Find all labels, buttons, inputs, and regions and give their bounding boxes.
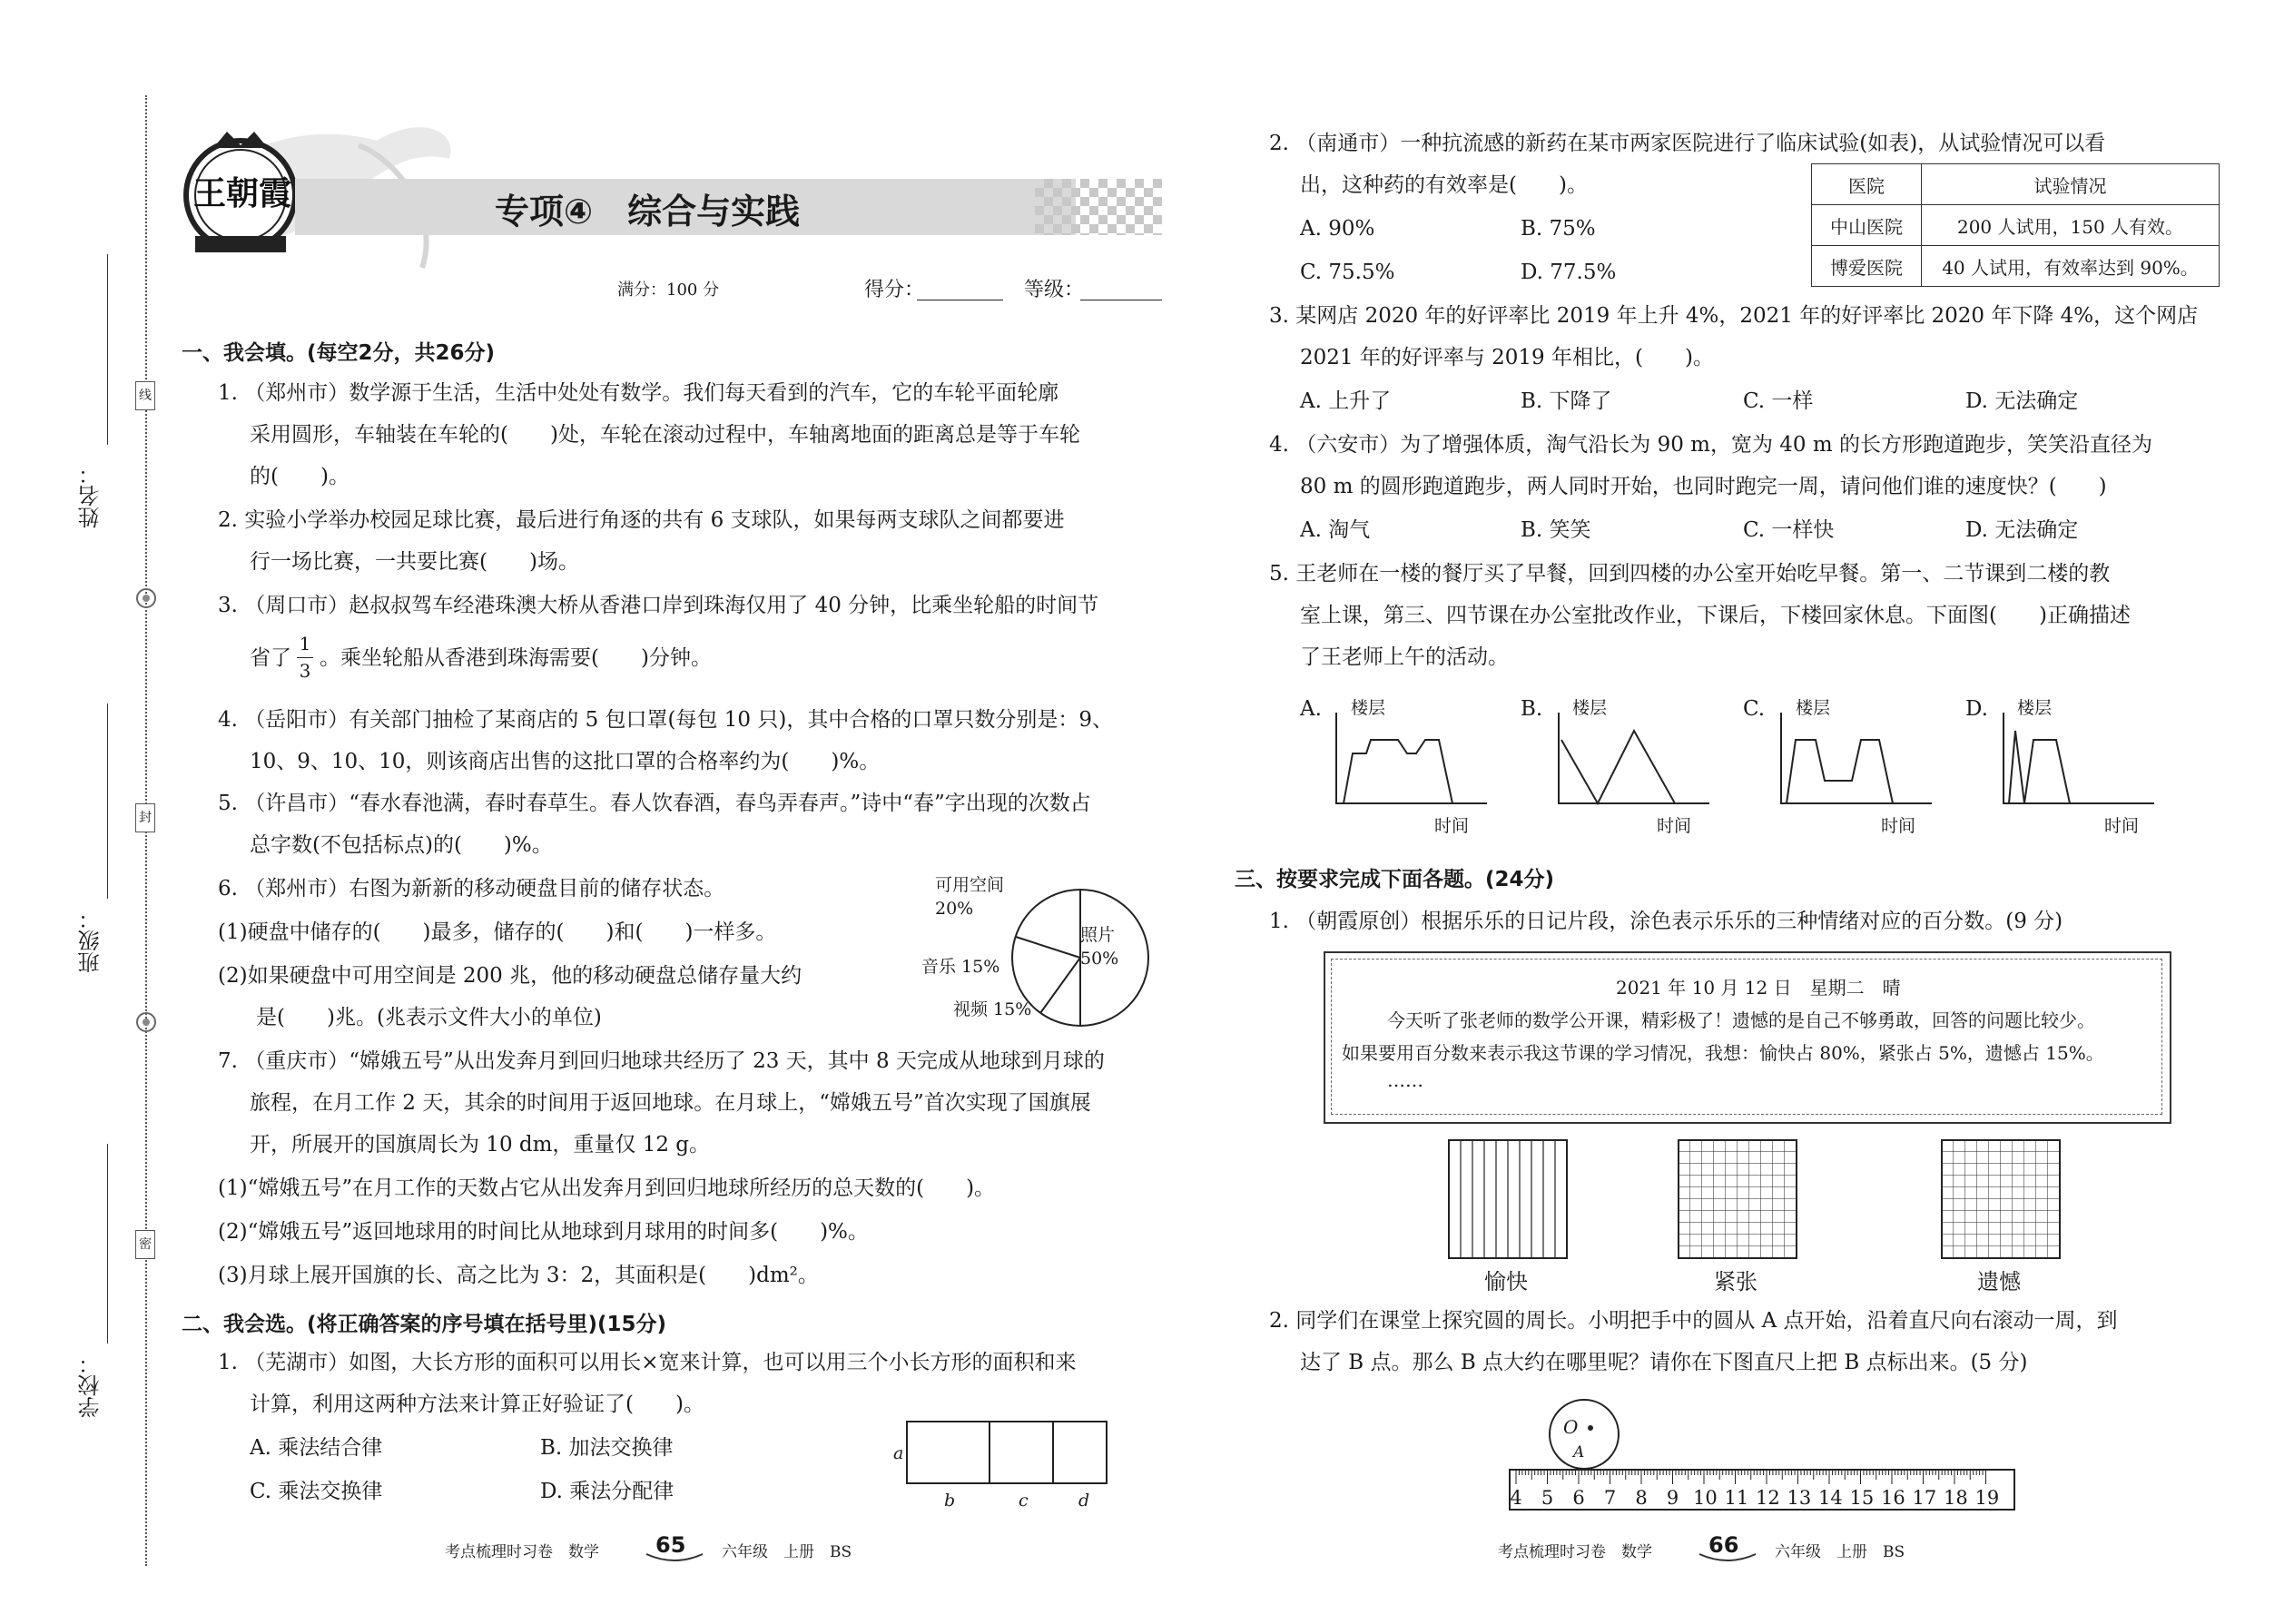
pie-label-music: 音乐 15% xyxy=(921,957,1000,977)
q6-line1: 6. （郑州市）右图为新新的移动硬盘目前的储存状态。 xyxy=(218,877,725,901)
table-header-cell: 试验情况 xyxy=(1922,164,2220,205)
footer-left-text: 考点梳理时习卷 数学 xyxy=(445,1543,599,1561)
r-q5-line1: 5. 王老师在一楼的餐厅买了早餐，回到四楼的办公室开始吃早餐。第一、二节课到二楼的教 xyxy=(1269,562,2111,586)
fig-label-a: a xyxy=(893,1443,904,1463)
table-header-row xyxy=(1812,164,2220,205)
section3-title: 三、按要求完成下面各题。(24分) xyxy=(1235,868,1555,891)
graph-C-ylabel: 楼层 xyxy=(1796,698,1831,718)
grade-label: 等级： xyxy=(1024,279,1085,301)
binding-hole-icon xyxy=(133,1009,159,1035)
r-q4-optD[interactable]: D. 无法确定 xyxy=(1965,518,2079,542)
ruler-number: 8 xyxy=(1635,1487,1648,1509)
title-banner-checker xyxy=(1035,179,1162,235)
r-q4-optC[interactable]: C. 一样快 xyxy=(1743,518,1835,542)
r-q4-optB[interactable]: B. 笑笑 xyxy=(1521,518,1591,542)
q1-line1: 1. （郑州市）数学源于生活，生活中处处有数学。我们每天看到的汽车，它的车轮平面轮廓 xyxy=(218,381,1059,405)
q7-line3: 开，所展开的国旗周长为 10 dm，重量仅 12 g。 xyxy=(250,1133,711,1156)
graph-B-xlabel: 时间 xyxy=(1657,816,1692,836)
diary-date: 2021 年 10 月 12 日 星期二 晴 xyxy=(1616,977,1901,999)
class-label: 班级： xyxy=(78,908,103,973)
name-write-line[interactable] xyxy=(107,254,108,445)
s2q1-line1: 1. （芜湖市）如图，大长方形的面积可以用长×宽来计算，也可以用三个小长方形的面积和来 xyxy=(218,1351,1077,1374)
ruler-number: 13 xyxy=(1787,1487,1812,1509)
class-write-line[interactable] xyxy=(107,704,108,899)
footer-left-text-right: 考点梳理时习卷 数学 xyxy=(1498,1543,1652,1561)
table-cell: 40 人试用，有效率达到 90%。 xyxy=(1922,246,2220,287)
grid-regret[interactable] xyxy=(1941,1139,2061,1259)
ruler-number: 18 xyxy=(1944,1487,1968,1509)
q6-sub1: (1)硬盘中储存的( )最多，储存的( )和( )一样多。 xyxy=(218,920,777,944)
q5-line2: 总字数(不包括标点)的( )%。 xyxy=(250,833,553,857)
diary-line3: …… xyxy=(1387,1069,1423,1091)
r-q3-optC[interactable]: C. 一样 xyxy=(1743,389,1814,413)
section2-title: 二、我会选。(将正确答案的序号填在括号里)(15分) xyxy=(182,1313,667,1336)
pie-label-video: 视频 15% xyxy=(953,999,1032,1019)
seal-char-secret: 密 xyxy=(135,1230,155,1259)
table-row xyxy=(1812,205,2220,246)
pie-pct-photo: 50% xyxy=(1080,949,1119,969)
q1-line2: 采用圆形，车轴装在车轮的( )处，车轮在滚动过程中，车轴离地面的距离总是等于车轮 xyxy=(250,423,1080,447)
r-q4-line1: 4. （六安市）为了增强体质，淘气沿长为 90 m，宽为 40 m 的长方形跑道跑步，笑笑沿直径为 xyxy=(1269,433,2152,457)
r-q3-line2: 2021 年的好评率与 2019 年相比，( )。 xyxy=(1300,346,1714,369)
footer-right-text: 六年级 上册 BS xyxy=(722,1543,852,1561)
page-number-ornament xyxy=(1698,1552,1757,1565)
graph-D xyxy=(2002,713,2156,812)
graph-A xyxy=(1334,713,1489,812)
q7-sub1: (1)“嫦娥五号”在月工作的天数占它从出发奔月到回归地球所经历的总天数的( )。 xyxy=(218,1176,996,1200)
ruler-number: 17 xyxy=(1912,1487,1937,1509)
footer-right-text-right: 六年级 上册 BS xyxy=(1775,1543,1905,1561)
grid-nervous[interactable] xyxy=(1678,1139,1797,1259)
table-cell: 中山医院 xyxy=(1812,205,1922,246)
graph-B-ylabel: 楼层 xyxy=(1572,698,1608,718)
graph-C xyxy=(1779,713,1934,812)
r-q3-optD[interactable]: D. 无法确定 xyxy=(1965,389,2079,413)
binding-hole-icon xyxy=(133,586,159,611)
r-q3-line1: 3. 某网店 2020 年的好评率比 2019 年上升 4%，2021 年的好评率比 2020 年下降 4%，这个网店 xyxy=(1269,304,2199,328)
r-q2-line2: 出，这种药的有效率是( )。 xyxy=(1300,173,1588,197)
trial-table xyxy=(1811,163,2220,287)
r-q4-line2: 80 m 的圆形跑道跑步，两人同时开始，也同时跑完一周，请问他们谁的速度快？( ) xyxy=(1300,475,2107,498)
seal-char-seal: 封 xyxy=(135,803,155,832)
grid-caption-nervous: 紧张 xyxy=(1714,1269,1757,1294)
fig-label-d: d xyxy=(1078,1491,1090,1511)
q2-line2: 行一场比赛，一共要比赛( )场。 xyxy=(250,550,579,574)
graph-D-label[interactable]: D. xyxy=(1965,697,1988,721)
pie-label-photo: 照片 xyxy=(1080,925,1116,945)
full-score: 满分：100 分 xyxy=(617,281,720,300)
point-o-label: O xyxy=(1563,1416,1579,1438)
graph-A-label[interactable]: A. xyxy=(1300,697,1322,721)
q3-line1: 3. （周口市）赵叔叔驾车经港珠澳大桥从香港口岸到珠海仅用了 40 分钟，比乘坐轮船的时间节 xyxy=(218,594,1099,617)
fig-label-c: c xyxy=(1019,1491,1029,1511)
graph-B-label[interactable]: B. xyxy=(1521,697,1543,721)
q4-line1: 4. （岳阳市）有关部门抽检了某商店的 5 包口罩(每包 10 只)，其中合格的口罩只数分别是：9、 xyxy=(218,708,1113,732)
q6-sub2a: (2)如果硬盘中可用空间是 200 兆，他的移动硬盘总储存量大约 xyxy=(218,964,802,988)
table-row xyxy=(1812,246,2220,287)
section-title: 专项④ 综合与实践 xyxy=(495,192,801,231)
ruler-number: 19 xyxy=(1974,1487,2000,1509)
s3q1-line1: 1. （朝霞原创）根据乐乐的日记片段，涂色表示乐乐的三种情绪对应的百分数。(9 分) xyxy=(1269,910,2063,933)
pie-label-available: 可用空间 xyxy=(935,875,1005,895)
brand-logo-text: 王朝霞 xyxy=(193,174,292,212)
q2-line1: 2. 实验小学举办校园足球比赛，最后进行角逐的共有 6 支球队，如果每两支球队之间都要进 xyxy=(218,508,1065,532)
graph-A-xlabel: 时间 xyxy=(1434,816,1470,836)
pie-pct-available: 20% xyxy=(935,899,974,919)
page-number-left: 65 xyxy=(655,1532,686,1558)
table-header-cell: 医院 xyxy=(1812,164,1922,205)
q7-sub3: (3)月球上展开国旗的长、高之比为 3：2，其面积是( )dm²。 xyxy=(218,1264,819,1287)
q7-line1: 7. （重庆市）“嫦娥五号”从出发奔月到回归地球共经历了 23 天，其中 8 天完成从地球到月球的 xyxy=(218,1049,1105,1073)
school-write-line[interactable] xyxy=(107,1144,108,1343)
seal-char-line: 线 xyxy=(135,381,155,410)
fraction-denominator: 3 xyxy=(299,660,311,682)
graph-C-xlabel: 时间 xyxy=(1881,816,1916,836)
graph-B xyxy=(1557,713,1711,812)
ruler-number: 10 xyxy=(1693,1487,1718,1509)
table-cell: 博爱医院 xyxy=(1812,246,1922,287)
q7-sub2: (2)“嫦娥五号”返回地球用的时间比从地球到月球用的时间多( )%。 xyxy=(218,1220,869,1244)
fraction-numerator: 1 xyxy=(299,633,311,655)
point-a-label: A xyxy=(1573,1443,1585,1462)
fraction-bar xyxy=(297,657,313,658)
q7-line2: 旅程，在月工作 2 天，其余的时间用于返回地球。在月球上，“嫦娥五号”首次实现了国旗展 xyxy=(250,1091,1091,1115)
rectangle-figure xyxy=(906,1421,1108,1486)
rolling-circle xyxy=(1543,1398,1625,1475)
grid-caption-happy: 愉快 xyxy=(1484,1269,1528,1294)
ruler-number: 15 xyxy=(1849,1487,1875,1509)
ruler-number: 6 xyxy=(1572,1487,1585,1509)
q4-line2: 10、9、10、10，则该商店出售的这批口罩的合格率约为( )%。 xyxy=(250,750,881,773)
school-label: 学校： xyxy=(78,1353,103,1418)
grid-happy[interactable] xyxy=(1448,1139,1568,1259)
q1-line3: 的( )。 xyxy=(250,465,350,488)
diary-line2: 如果要用百分数来表示我这节课的学习情况，我想：愉快占 80%，紧张占 5%，遗憾占 15%。 xyxy=(1342,1042,2104,1064)
q6-sub2b: 是( )兆。(兆表示文件大小的单位) xyxy=(256,1006,602,1029)
q3-line2-post: 。乘坐轮船从香港到珠海需要( )分钟。 xyxy=(320,646,712,670)
s2q1-optB[interactable]: B. 加法交换律 xyxy=(540,1436,674,1460)
ruler-number: 4 xyxy=(1510,1487,1522,1509)
s3q2-line2: 达了 B 点。那么 B 点大约在哪里呢？请你在下图直尺上把 B 点标出来。(5 分) xyxy=(1300,1351,2028,1374)
r-q2-optB[interactable]: B. 75% xyxy=(1521,217,1596,241)
ruler-number: 12 xyxy=(1756,1487,1780,1509)
r-q3-optB[interactable]: B. 下降了 xyxy=(1521,389,1612,413)
graph-D-xlabel: 时间 xyxy=(2104,816,2140,836)
score-label: 得分： xyxy=(864,279,925,301)
r-q2-optC[interactable]: C. 75.5% xyxy=(1300,261,1395,284)
ruler-number: 9 xyxy=(1666,1487,1679,1509)
s2q1-optC[interactable]: C. 乘法交换律 xyxy=(250,1480,383,1503)
r-q5-line2: 室上课，第三、四节课在办公室批改作业，下课后，下楼回家休息。下面图( )正确描述 xyxy=(1300,604,2131,627)
grid-caption-regret: 遗憾 xyxy=(1977,1269,2021,1294)
page-number-right: 66 xyxy=(1708,1532,1739,1558)
s2q1-line2: 计算，利用这两种方法来计算正好验证了( )。 xyxy=(250,1393,704,1416)
r-q4-optA[interactable]: A. 淘气 xyxy=(1300,518,1371,542)
r-q2-optA[interactable]: A. 90% xyxy=(1300,217,1375,241)
q3-line2-pre: 省了 xyxy=(250,646,291,670)
ruler-number: 5 xyxy=(1541,1487,1554,1509)
fig-label-b: b xyxy=(944,1491,956,1511)
r-q2-optD[interactable]: D. 77.5% xyxy=(1521,261,1617,284)
graph-C-label[interactable]: C. xyxy=(1743,697,1766,721)
r-q3-optA[interactable]: A. 上升了 xyxy=(1300,389,1392,413)
diary-line1: 今天听了张老师的数学公开课，精彩极了！遗憾的是自己不够勇敢，回答的问题比较少。 xyxy=(1387,1009,2095,1031)
ruler-number: 7 xyxy=(1603,1487,1617,1509)
page-number-ornament xyxy=(645,1552,704,1565)
s3q2-line1: 2. 同学们在课堂上探究圆的周长。小明把手中的圆从 A 点开始，沿着直尺向右滚动一周，到 xyxy=(1269,1309,2118,1333)
ruler-number: 14 xyxy=(1818,1487,1843,1509)
ruler-number: 16 xyxy=(1881,1487,1905,1509)
table-cell: 200 人试用，150 人有效。 xyxy=(1922,205,2220,246)
ruler-number: 11 xyxy=(1724,1487,1749,1509)
graph-D-ylabel: 楼层 xyxy=(2017,698,2053,718)
section1-title: 一、我会填。(每空2分，共26分) xyxy=(182,341,496,365)
s2q1-optA[interactable]: A. 乘法结合律 xyxy=(250,1436,383,1460)
r-q2-line1: 2. （南通市）一种抗流感的新药在某市两家医院进行了临床试验(如表)，从试验情况可以看 xyxy=(1269,132,2106,155)
graph-A-ylabel: 楼层 xyxy=(1351,698,1386,718)
r-q5-line3: 了王老师上午的活动。 xyxy=(1300,645,1509,669)
s2q1-optD[interactable]: D. 乘法分配律 xyxy=(540,1480,674,1503)
q5-line1: 5. （许昌市）“春水春池满，春时春草生。春人饮春酒，春鸟弄春声。”诗中“春”字出现的次数占 xyxy=(218,792,1091,815)
name-label: 姓名： xyxy=(78,463,103,528)
